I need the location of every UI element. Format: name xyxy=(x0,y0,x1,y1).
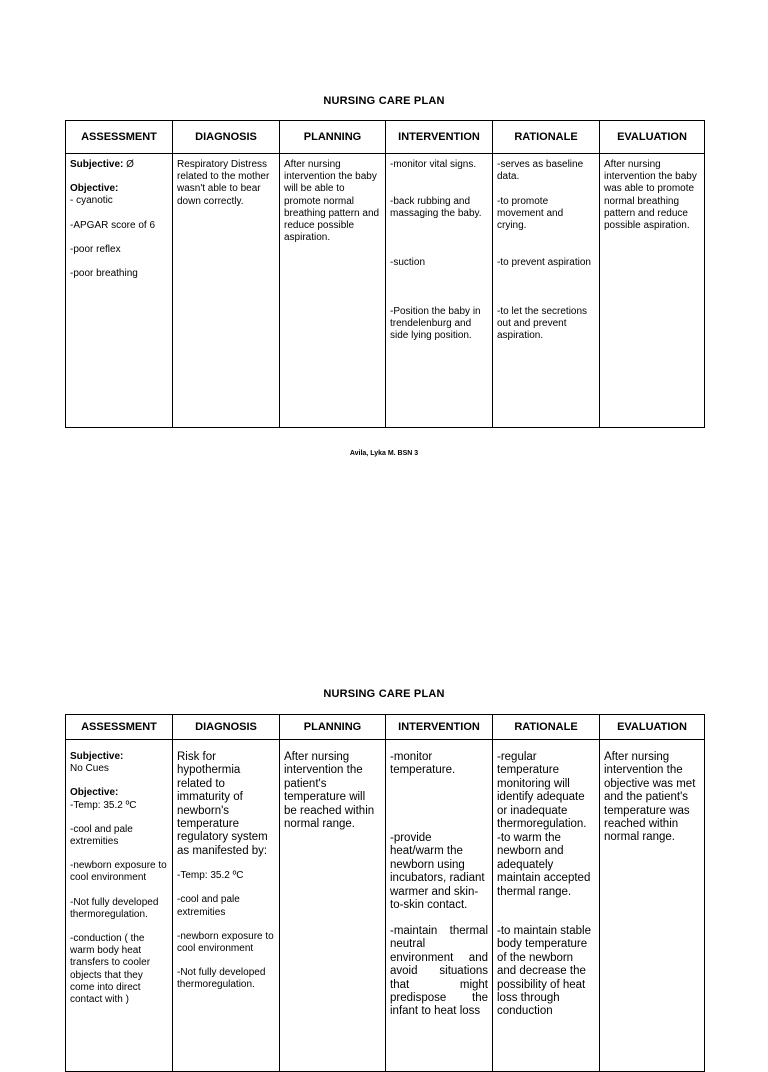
header-assessment: ASSESSMENT xyxy=(66,715,173,740)
header-diagnosis: DIAGNOSIS xyxy=(173,715,280,740)
rationale-item: -serves as baseline data. xyxy=(497,159,584,183)
page-title: NURSING CARE PLAN xyxy=(323,688,445,700)
planning-text: After nursing intervention the patient's temperature will be reached within normal range. xyxy=(284,751,375,831)
assessment-item: -cool and pale extremities xyxy=(70,823,133,848)
intervention-item: -monitor temperature. xyxy=(390,751,456,777)
diagnosis-item: -Temp: 35.2 ºC xyxy=(177,870,244,882)
objective-label: Objective: xyxy=(70,787,119,799)
table-row xyxy=(66,740,705,1072)
diagnosis-text: Respiratory Distress related to the mother wasn't able to bear down correctly. xyxy=(177,159,270,207)
evaluation-text: After nursing intervention the objective was met and the patient's temperature was reached within normal range. xyxy=(604,751,696,844)
header-rationale: RATIONALE xyxy=(493,121,600,154)
table-row xyxy=(66,154,705,428)
assessment-item: -APGAR score of 6 xyxy=(70,219,156,231)
page-title: NURSING CARE PLAN xyxy=(323,95,445,107)
intervention-item: -suction xyxy=(390,257,426,268)
subjective-value: Ø xyxy=(126,159,134,170)
diagnosis-item: -Not fully developed thermoregulation. xyxy=(177,967,266,991)
assessment-item: -Temp: 35.2 ºC xyxy=(70,799,137,811)
rationale-item: -to promote movement and crying. xyxy=(497,196,564,232)
header-assessment: ASSESSMENT xyxy=(66,121,173,154)
rationale-item: -to warm the newborn and adequately maintain accepted thermal range. xyxy=(497,832,591,898)
header-planning: PLANNING xyxy=(280,121,386,154)
table-header-row xyxy=(66,715,705,740)
diagnosis-item: -newborn exposure to cool environment xyxy=(177,930,274,955)
evaluation-cell xyxy=(600,154,705,428)
assessment-item: -newborn exposure to cool environment xyxy=(70,860,167,884)
subjective-value: No Cues xyxy=(70,763,109,775)
assessment-item: -poor breathing xyxy=(70,268,138,280)
planning-cell xyxy=(280,740,386,1072)
header-diagnosis: DIAGNOSIS xyxy=(173,121,280,154)
table-header-row xyxy=(66,121,705,154)
assessment-item: -conduction ( the warm body heat transfers to cooler objects that they come into direct contact with ) xyxy=(70,933,151,1006)
author-line: Avila, Lyka M. BSN 3 xyxy=(349,450,419,457)
diagnosis-item: -cool and pale extremities xyxy=(177,894,240,918)
rationale-cell xyxy=(493,740,600,1072)
rationale-item: -regular temperature monitoring will identify adequate or inadequate thermoregulation. xyxy=(497,751,587,831)
intervention-item: -Position the baby in trendelenburg and side lying position. xyxy=(390,306,481,342)
evaluation-text: After nursing intervention the baby was able to promote normal breathing pattern and reduce possible aspiration. xyxy=(604,159,697,232)
subjective-label: Subjective: xyxy=(70,751,124,762)
header-intervention: INTERVENTION xyxy=(386,121,493,154)
rationale-item: -to prevent aspiration xyxy=(497,257,591,268)
header-evaluation: EVALUATION xyxy=(600,121,705,154)
assessment-cell xyxy=(66,740,173,1072)
assessment-cell xyxy=(66,154,173,428)
evaluation-cell xyxy=(600,740,705,1072)
header-planning: PLANNING xyxy=(280,715,386,740)
intervention-item: -monitor vital signs. xyxy=(390,159,477,170)
header-intervention: INTERVENTION xyxy=(386,715,493,740)
diagnosis-text: Risk for hypothermia related to immaturity of newborn's temperature regulatory system as manifested by: xyxy=(177,751,268,857)
intervention-item: -maintain thermal neutral environment and avoid situations that might predispose the infant to heat loss xyxy=(390,925,488,1018)
planning-cell xyxy=(280,154,386,428)
rationale-item: -to let the secretions out and prevent aspiration. xyxy=(497,306,588,342)
rationale-item: -to maintain stable body temperature of the newborn and decrease the possibility of heat loss through conduction xyxy=(497,925,591,1018)
assessment-item: -poor reflex xyxy=(70,243,121,255)
subjective-label: Subjective: xyxy=(70,159,124,170)
header-rationale: RATIONALE xyxy=(493,715,600,740)
intervention-cell xyxy=(386,740,493,1072)
rationale-cell xyxy=(493,154,600,428)
assessment-item: - cyanotic xyxy=(70,195,113,207)
diagnosis-cell xyxy=(173,154,280,428)
intervention-item: -provide heat/warm the newborn using incubators, radiant warmer and skin-to-skin contact. xyxy=(390,832,485,912)
care-plan-table xyxy=(65,120,705,428)
assessment-item: -Not fully developed thermoregulation. xyxy=(70,896,159,920)
care-plan-table xyxy=(65,714,705,1072)
intervention-cell xyxy=(386,154,493,428)
objective-label: Objective: xyxy=(70,183,119,195)
diagnosis-cell xyxy=(173,740,280,1072)
intervention-item: -back rubbing and massaging the baby. xyxy=(390,196,482,220)
header-evaluation: EVALUATION xyxy=(600,715,705,740)
planning-text: After nursing intervention the baby will be able to promote normal breathing pattern and reduce possible aspiration. xyxy=(284,159,380,244)
